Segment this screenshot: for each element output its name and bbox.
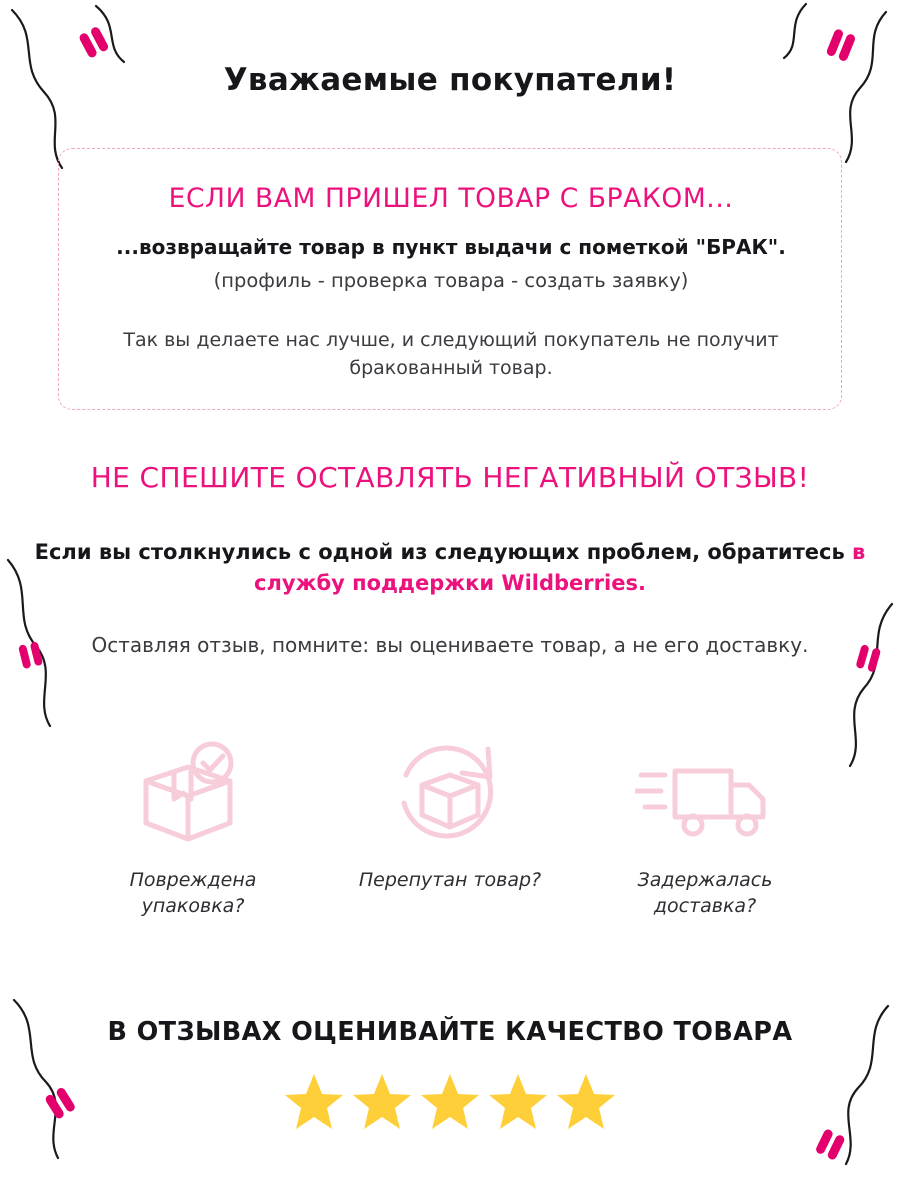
warning-heading: НЕ СПЕШИТЕ ОСТАВЛЯТЬ НЕГАТИВНЫЙ ОТЗЫВ!	[90, 461, 810, 494]
page-title: Уважаемые покупатели!	[223, 62, 677, 98]
defect-instruction-primary: ...возвращайте товар в пункт выдачи с пометкой "БРАК".	[116, 235, 786, 259]
star-icon	[419, 1072, 481, 1132]
defect-heading: ЕСЛИ ВАМ ПРИШЕЛ ТОВАР С БРАКОМ...	[168, 183, 734, 214]
bottom-heading: В ОТЗЫВАХ ОЦЕНИВАЙТЕ КАЧЕСТВО ТОВАРА	[107, 1017, 793, 1047]
delayed-delivery-icon	[635, 745, 775, 845]
star-icon	[487, 1072, 549, 1132]
issue-item-wrong-article	[335, 745, 565, 919]
defect-explanation: Так вы делаете нас лучше, и следующий покупатель не получит бракованный товар.	[123, 329, 779, 379]
rating-stars	[0, 1072, 900, 1132]
defect-instruction-path: (профиль - проверка товара - создать заявку)	[213, 269, 689, 292]
damaged-package-icon	[130, 745, 260, 845]
issues-row	[80, 745, 820, 919]
star-icon	[351, 1072, 413, 1132]
issue-caption-wrong-article: Перепутан товар?	[358, 869, 542, 891]
support-instruction-accent: в службу поддержки Wildberries.	[254, 540, 866, 595]
star-icon	[555, 1072, 617, 1132]
support-instruction	[0, 537, 900, 599]
issue-item-damaged-package	[80, 745, 310, 919]
star-icon	[283, 1072, 345, 1132]
wrong-item-icon	[392, 745, 508, 845]
reminder-text: Оставляя отзыв, помните: вы оцениваете товар, а не его доставку.	[91, 633, 809, 657]
issue-caption-damaged-package: Повреждена упаковка?	[129, 869, 257, 917]
support-instruction-part1: Если вы столкнулись с одной из следующих проблем, обратитесь	[34, 540, 853, 564]
defect-info-box	[58, 148, 842, 410]
issue-item-delayed-delivery	[590, 745, 820, 919]
issue-caption-delayed-delivery: Задержалась доставка?	[637, 869, 773, 917]
